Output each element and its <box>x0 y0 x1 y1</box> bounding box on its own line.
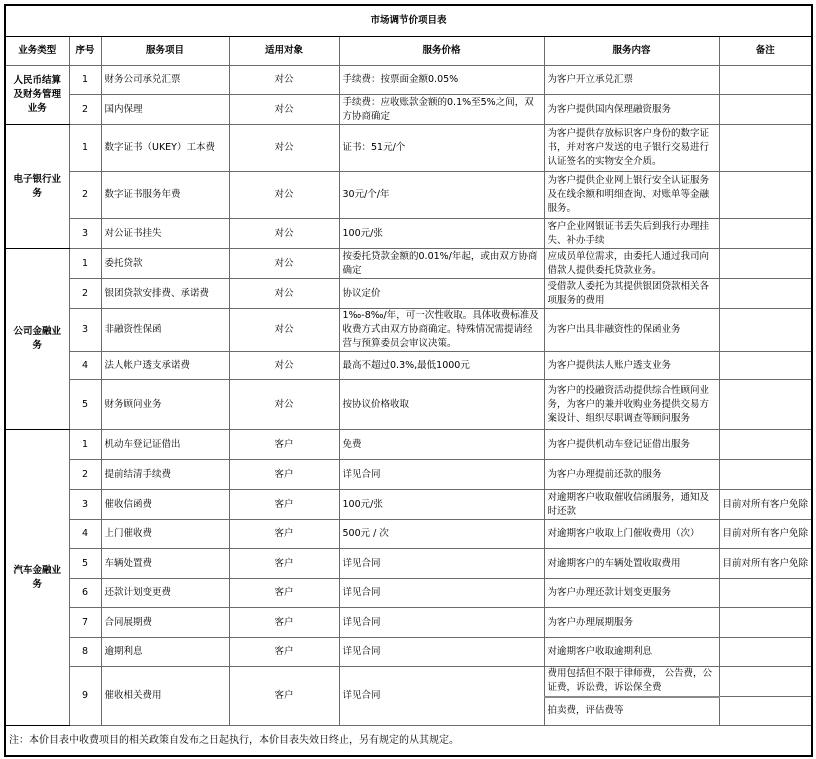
row-price: 最高不超过0.3%,最低1000元 <box>339 352 544 380</box>
row-remark <box>719 667 812 697</box>
row-content: 为客户的投融资活动提供综合性顾问业务，为客户的兼并收购业务提供交易方案设计、组织尽职调查等顾问服务 <box>544 380 719 430</box>
row-item: 法人帐户透支承诺费 <box>101 352 229 380</box>
row-target: 客户 <box>229 608 339 638</box>
row-content: 为客户提供法人账户透支业务 <box>544 352 719 380</box>
row-target: 对公 <box>229 380 339 430</box>
row-price: 按协议价格收取 <box>339 380 544 430</box>
row-no: 1 <box>69 430 101 460</box>
header-row <box>5 37 812 66</box>
row-target: 客户 <box>229 460 339 490</box>
row-content: 受借款人委托为其提供银团贷款相关各项服务的费用 <box>544 279 719 309</box>
header-item: 服务项目 <box>101 37 229 66</box>
row-target: 对公 <box>229 219 339 249</box>
row-price: 30元/个/年 <box>339 172 544 219</box>
row-target: 对公 <box>229 249 339 279</box>
table-row <box>5 95 812 125</box>
header-remark: 备注 <box>719 37 812 66</box>
table-row <box>5 219 812 249</box>
row-content: 费用包括但不限于律师费， 公告费，公证费，诉讼费，诉讼保全费 <box>544 667 719 697</box>
row-item: 机动车登记证借出 <box>101 430 229 460</box>
row-content: 为客户办理提前还款的服务 <box>544 460 719 490</box>
row-target: 对公 <box>229 66 339 95</box>
row-remark: 目前对所有客户免除 <box>719 520 812 549</box>
row-price: 100元/张 <box>339 490 544 520</box>
row-remark <box>719 125 812 172</box>
row-item: 对公证书挂失 <box>101 219 229 249</box>
table-row <box>5 490 812 520</box>
row-target: 对公 <box>229 309 339 352</box>
row-target: 客户 <box>229 430 339 460</box>
row-no: 7 <box>69 608 101 638</box>
table-row <box>5 279 812 309</box>
row-content: 对逾期客户收取催收信函服务，通知及时还款 <box>544 490 719 520</box>
row-target: 客户 <box>229 638 339 667</box>
row-target: 对公 <box>229 125 339 172</box>
header-target: 适用对象 <box>229 37 339 66</box>
table-row <box>5 352 812 380</box>
row-no: 2 <box>69 95 101 125</box>
row-price: 免费 <box>339 430 544 460</box>
table-row <box>5 520 812 549</box>
row-remark <box>719 309 812 352</box>
table-title: 市场调节价项目表 <box>5 5 812 37</box>
row-price: 详见合同 <box>339 460 544 490</box>
category-cell: 人民币结算及财务管理业务 <box>5 66 69 125</box>
table-row <box>5 549 812 579</box>
row-item: 财务顾问业务 <box>101 380 229 430</box>
row-no: 8 <box>69 638 101 667</box>
row-item: 委托贷款 <box>101 249 229 279</box>
row-target: 客户 <box>229 490 339 520</box>
row-remark: 目前对所有客户免除 <box>719 549 812 579</box>
row-content: 为客户提供企业网上银行安全认证服务及在线余额和明细查询、对账单等金融服务。 <box>544 172 719 219</box>
table-row <box>5 460 812 490</box>
row-no: 5 <box>69 380 101 430</box>
row-content: 对逾期客户收取逾期利息 <box>544 638 719 667</box>
row-target: 客户 <box>229 667 339 726</box>
row-content: 为客户提供存放标识客户身份的数字证书，并对客户发送的电子银行交易进行认证签名的实物安全介质。 <box>544 125 719 172</box>
row-item: 银团贷款安排费、承诺费 <box>101 279 229 309</box>
row-remark: 目前对所有客户免除 <box>719 490 812 520</box>
price-table <box>4 4 813 757</box>
row-content: 为客户开立承兑汇票 <box>544 66 719 95</box>
row-content: 应成员单位需求，由委托人通过我司向借款人提供委托贷款业务。 <box>544 249 719 279</box>
header-category: 业务类型 <box>5 37 69 66</box>
row-remark <box>719 352 812 380</box>
table-row <box>5 667 812 697</box>
table-row <box>5 125 812 172</box>
row-content: 为客户出具非融资性的保函业务 <box>544 309 719 352</box>
row-no: 2 <box>69 172 101 219</box>
table-row <box>5 249 812 279</box>
row-no: 3 <box>69 309 101 352</box>
row-item: 数字证书（UKEY）工本费 <box>101 125 229 172</box>
category-cell: 公司金融业务 <box>5 249 69 430</box>
row-remark <box>719 219 812 249</box>
row-target: 对公 <box>229 352 339 380</box>
row-content: 为客户提供国内保理融资服务 <box>544 95 719 125</box>
row-price: 1‰-8‰/年，可一次性收取。具体收费标准及收费方式由双方协商确定。特殊情况需提请经营与预算委员会审议决策。 <box>339 309 544 352</box>
header-content: 服务内容 <box>544 37 719 66</box>
row-item: 催收相关费用 <box>101 667 229 726</box>
table-row <box>5 309 812 352</box>
row-content: 对逾期客户收取上门催收费用（次） <box>544 520 719 549</box>
footnote: 注：本价目表中收费项目的相关政策自发布之日起执行，本价目表失效日终止，另有规定的从其规定。 <box>5 726 812 757</box>
row-item: 催收信函费 <box>101 490 229 520</box>
row-content: 为客户提供机动车登记证借出服务 <box>544 430 719 460</box>
row-price: 详见合同 <box>339 549 544 579</box>
row-no: 4 <box>69 352 101 380</box>
row-remark-extra <box>719 697 812 726</box>
row-no: 3 <box>69 490 101 520</box>
header-price: 服务价格 <box>339 37 544 66</box>
category-cell: 电子银行业务 <box>5 125 69 249</box>
row-item: 提前结清手续费 <box>101 460 229 490</box>
row-item: 车辆处置费 <box>101 549 229 579</box>
row-price: 协议定价 <box>339 279 544 309</box>
row-item: 还款计划变更费 <box>101 579 229 608</box>
row-no: 6 <box>69 579 101 608</box>
table-row <box>5 430 812 460</box>
row-price: 证书：51元/个 <box>339 125 544 172</box>
row-item: 数字证书服务年费 <box>101 172 229 219</box>
row-remark <box>719 380 812 430</box>
row-no: 1 <box>69 125 101 172</box>
row-price: 500元 / 次 <box>339 520 544 549</box>
row-item: 非融资性保函 <box>101 309 229 352</box>
row-price: 详见合同 <box>339 579 544 608</box>
row-no: 2 <box>69 279 101 309</box>
row-price: 手续费：按票面金额0.05% <box>339 66 544 95</box>
row-remark <box>719 172 812 219</box>
row-no: 9 <box>69 667 101 726</box>
category-cell: 汽车金融业务 <box>5 430 69 726</box>
row-price: 详见合同 <box>339 608 544 638</box>
table-row <box>5 66 812 95</box>
row-price: 手续费：应收账款金额的0.1%至5%之间，双方协商确定 <box>339 95 544 125</box>
header-no: 序号 <box>69 37 101 66</box>
table-row <box>5 638 812 667</box>
table-row <box>5 579 812 608</box>
row-item: 上门催收费 <box>101 520 229 549</box>
row-content: 客户企业网银证书丢失后到我行办理挂失、补办手续 <box>544 219 719 249</box>
row-no: 3 <box>69 219 101 249</box>
row-target: 客户 <box>229 579 339 608</box>
row-remark <box>719 95 812 125</box>
row-item: 财务公司承兑汇票 <box>101 66 229 95</box>
row-target: 对公 <box>229 95 339 125</box>
row-no: 4 <box>69 520 101 549</box>
row-content: 为客户办理展期服务 <box>544 608 719 638</box>
row-no: 2 <box>69 460 101 490</box>
row-remark <box>719 279 812 309</box>
row-target: 对公 <box>229 172 339 219</box>
row-price: 按委托贷款金额的0.01%/年起，或由双方协商确定 <box>339 249 544 279</box>
row-remark <box>719 249 812 279</box>
row-content-extra: 拍卖费，评估费等 <box>544 697 719 726</box>
row-remark <box>719 608 812 638</box>
row-content: 为客户办理还款计划变更服务 <box>544 579 719 608</box>
row-item: 合同展期费 <box>101 608 229 638</box>
row-no: 1 <box>69 249 101 279</box>
row-remark <box>719 430 812 460</box>
row-item: 逾期利息 <box>101 638 229 667</box>
row-content: 对逾期客户的车辆处置收取费用 <box>544 549 719 579</box>
row-price: 详见合同 <box>339 667 544 726</box>
table-row <box>5 608 812 638</box>
table-row <box>5 172 812 219</box>
row-remark <box>719 66 812 95</box>
row-target: 对公 <box>229 279 339 309</box>
table-row <box>5 380 812 430</box>
row-no: 1 <box>69 66 101 95</box>
row-price: 100元/张 <box>339 219 544 249</box>
row-target: 客户 <box>229 520 339 549</box>
row-remark <box>719 579 812 608</box>
row-target: 客户 <box>229 549 339 579</box>
row-remark <box>719 638 812 667</box>
row-price: 详见合同 <box>339 638 544 667</box>
row-item: 国内保理 <box>101 95 229 125</box>
row-no: 5 <box>69 549 101 579</box>
row-remark <box>719 460 812 490</box>
